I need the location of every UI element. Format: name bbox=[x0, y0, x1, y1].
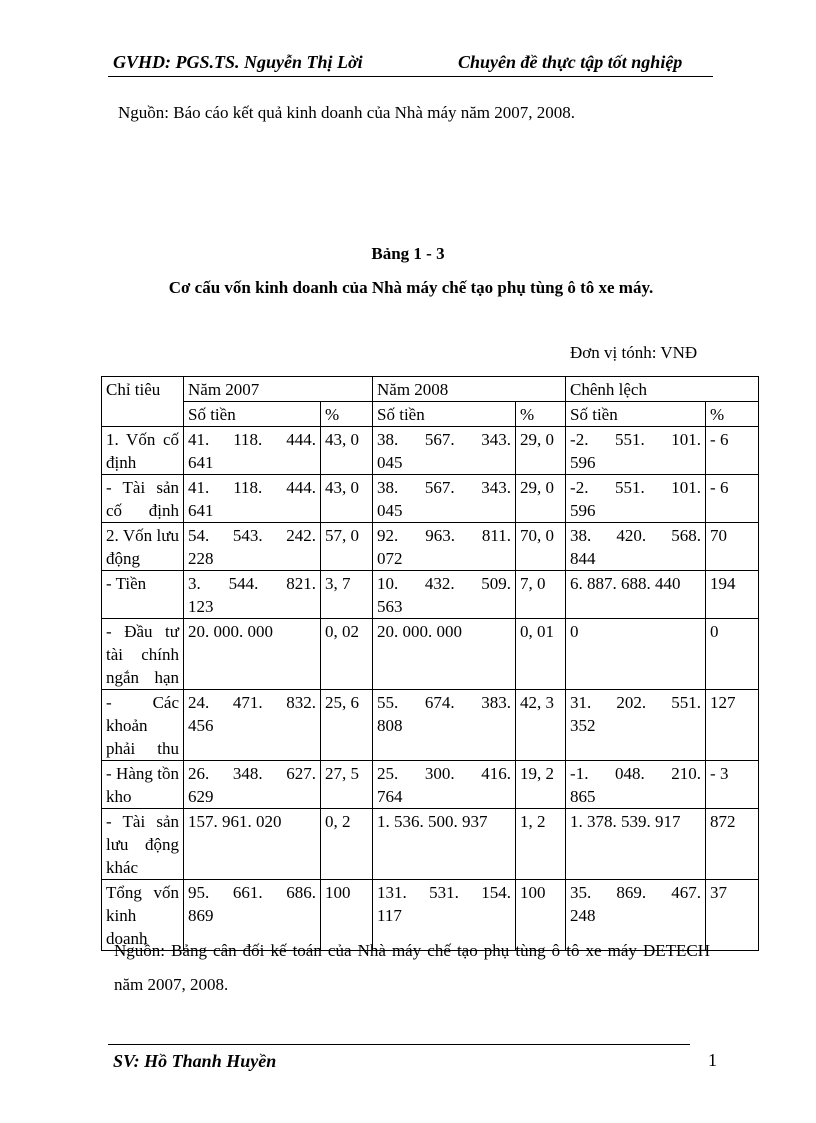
amount-line: 41. 118. 444. bbox=[188, 478, 316, 497]
row-label: - Tiền bbox=[102, 571, 184, 619]
subheader-pct: % bbox=[706, 402, 759, 427]
amount-2008 bbox=[373, 475, 516, 523]
pct-difference: 872 bbox=[706, 809, 759, 880]
amount-difference: 0 bbox=[566, 619, 706, 690]
pct-2008: 19, 2 bbox=[516, 761, 566, 809]
page-number: 1 bbox=[708, 1050, 717, 1070]
pct-2008: 70, 0 bbox=[516, 523, 566, 571]
table-title: Bảng 1 - 3 bbox=[371, 244, 445, 263]
row-label: Tổng vốn kinh doanh bbox=[102, 880, 184, 951]
source-note-top: Nguồn: Báo cáo kết quả kinh doanh của Nhà máy năm 2007, 2008. bbox=[118, 103, 576, 122]
footer-rule bbox=[108, 1044, 690, 1045]
table-row bbox=[102, 523, 759, 571]
pct-2008: 100 bbox=[516, 880, 566, 951]
table-subtitle: Cơ cấu vốn kinh doanh của Nhà máy chế tạo phụ tùng ô tô xe máy. bbox=[168, 278, 654, 297]
amount-line-tail: 045 bbox=[377, 453, 403, 472]
row-label: 2. Vốn lưu động bbox=[102, 523, 184, 571]
amount-line-tail: 844 bbox=[570, 549, 596, 568]
pct-2007: 43, 0 bbox=[321, 475, 373, 523]
row-label: - Hàng tồn kho bbox=[102, 761, 184, 809]
pct-difference: 70 bbox=[706, 523, 759, 571]
amount-line-tail: 629 bbox=[188, 787, 214, 806]
pct-2008: 29, 0 bbox=[516, 475, 566, 523]
pct-2007: 3, 7 bbox=[321, 571, 373, 619]
subheader-amount: Số tiền bbox=[184, 402, 321, 427]
amount-2007 bbox=[184, 475, 321, 523]
amount-difference bbox=[566, 523, 706, 571]
table-header-row bbox=[102, 377, 759, 402]
amount-line-tail: 123 bbox=[188, 597, 214, 616]
amount-difference bbox=[566, 427, 706, 475]
amount-line: 54. 543. 242. bbox=[188, 526, 316, 545]
row-label: - Đầu tư tài chính ngắn hạn bbox=[102, 619, 184, 690]
amount-line: 25. 300. 416. bbox=[377, 764, 512, 783]
table-row bbox=[102, 690, 759, 761]
table-row bbox=[102, 619, 759, 690]
amount-difference: 6. 887. 688. 440 bbox=[566, 571, 706, 619]
amount-line: 38. 567. 343. bbox=[377, 430, 512, 449]
amount-2008 bbox=[373, 523, 516, 571]
amount-line-tail: 764 bbox=[377, 787, 403, 806]
row-label: 1. Vốn cố định bbox=[102, 427, 184, 475]
capital-structure-table bbox=[101, 376, 759, 951]
amount-line: 131. 531. 154. bbox=[377, 883, 512, 902]
amount-difference: 1. 378. 539. 917 bbox=[566, 809, 706, 880]
pct-2007: 0, 2 bbox=[321, 809, 373, 880]
pct-difference: 194 bbox=[706, 571, 759, 619]
header-rule bbox=[108, 76, 713, 77]
pct-2008: 1, 2 bbox=[516, 809, 566, 880]
pct-2007: 25, 6 bbox=[321, 690, 373, 761]
amount-line-tail: 808 bbox=[377, 716, 403, 735]
amount-line: 41. 118. 444. bbox=[188, 430, 316, 449]
row-label: - Tài sản lưu động khác bbox=[102, 809, 184, 880]
pct-2007: 0, 02 bbox=[321, 619, 373, 690]
amount-line: 38. 567. 343. bbox=[377, 478, 512, 497]
amount-line: -2. 551. 101. bbox=[570, 478, 702, 497]
header-chitieu: Chỉ tiêu bbox=[102, 377, 184, 427]
row-label: - Tài sản cố định bbox=[102, 475, 184, 523]
header-year-2007: Năm 2007 bbox=[184, 377, 373, 402]
amount-2007 bbox=[184, 690, 321, 761]
pct-difference: 0 bbox=[706, 619, 759, 690]
amount-2007: 157. 961. 020 bbox=[184, 809, 321, 880]
amount-line-tail: 352 bbox=[570, 716, 596, 735]
amount-line: 38. 420. 568. bbox=[570, 526, 702, 545]
amount-line-tail: 456 bbox=[188, 716, 214, 735]
pct-difference: 37 bbox=[706, 880, 759, 951]
table-row bbox=[102, 427, 759, 475]
amount-2008 bbox=[373, 427, 516, 475]
pct-difference: 127 bbox=[706, 690, 759, 761]
table-row bbox=[102, 571, 759, 619]
amount-line: 35. 869. 467. bbox=[570, 883, 702, 902]
table-row bbox=[102, 761, 759, 809]
header-right: Chuyên đề thực tập tốt nghiệp bbox=[458, 52, 683, 72]
pct-2007: 27, 5 bbox=[321, 761, 373, 809]
amount-2007 bbox=[184, 761, 321, 809]
amount-2008 bbox=[373, 761, 516, 809]
amount-line: 92. 963. 811. bbox=[377, 526, 512, 545]
amount-line-tail: 228 bbox=[188, 549, 214, 568]
amount-2008: 1. 536. 500. 937 bbox=[373, 809, 516, 880]
pct-2008: 7, 0 bbox=[516, 571, 566, 619]
amount-line-tail: 045 bbox=[377, 501, 403, 520]
amount-line-tail: 117 bbox=[377, 906, 402, 925]
pct-2008: 42, 3 bbox=[516, 690, 566, 761]
header-left: GVHD: PGS.TS. Nguyễn Thị Lời bbox=[113, 52, 363, 72]
source-note-bottom: Nguồn: Bảng cân đối kế toán của Nhà máy chế tạo phụ tùng ô tô xe máy DETECH năm 2007, 2008. bbox=[114, 941, 710, 994]
amount-line-tail: 072 bbox=[377, 549, 403, 568]
pct-2008: 0, 01 bbox=[516, 619, 566, 690]
amount-2007: 20. 000. 000 bbox=[184, 619, 321, 690]
unit-note: Đơn vị tónh: VNĐ bbox=[570, 343, 698, 362]
amount-difference bbox=[566, 690, 706, 761]
amount-line: 10. 432. 509. bbox=[377, 574, 512, 593]
pct-difference: - 6 bbox=[706, 475, 759, 523]
amount-line-tail: 869 bbox=[188, 906, 214, 925]
pct-difference: - 6 bbox=[706, 427, 759, 475]
amount-line-tail: 596 bbox=[570, 501, 596, 520]
pct-difference: - 3 bbox=[706, 761, 759, 809]
amount-line: 26. 348. 627. bbox=[188, 764, 316, 783]
header-year-2008: Năm 2008 bbox=[373, 377, 566, 402]
subheader-amount: Số tiền bbox=[373, 402, 516, 427]
amount-2007 bbox=[184, 427, 321, 475]
amount-line-tail: 596 bbox=[570, 453, 596, 472]
amount-2008 bbox=[373, 571, 516, 619]
table-row bbox=[102, 809, 759, 880]
amount-line: 24. 471. 832. bbox=[188, 693, 316, 712]
amount-line: -1. 048. 210. bbox=[570, 764, 702, 783]
table-subheader-row bbox=[102, 402, 759, 427]
amount-line: 55. 674. 383. bbox=[377, 693, 512, 712]
header-difference: Chênh lệch bbox=[566, 377, 759, 402]
amount-line-tail: 563 bbox=[377, 597, 403, 616]
table-row bbox=[102, 475, 759, 523]
amount-2007 bbox=[184, 571, 321, 619]
row-label: - Các khoản phải thu bbox=[102, 690, 184, 761]
amount-line: 31. 202. 551. bbox=[570, 693, 702, 712]
amount-line: 95. 661. 686. bbox=[188, 883, 316, 902]
pct-2007: 100 bbox=[321, 880, 373, 951]
subheader-pct: % bbox=[321, 402, 373, 427]
amount-2007 bbox=[184, 523, 321, 571]
pct-2007: 57, 0 bbox=[321, 523, 373, 571]
pct-2008: 29, 0 bbox=[516, 427, 566, 475]
amount-difference bbox=[566, 475, 706, 523]
amount-line: 3. 544. 821. bbox=[188, 574, 316, 593]
amount-line: -2. 551. 101. bbox=[570, 430, 702, 449]
amount-line-tail: 248 bbox=[570, 906, 596, 925]
subheader-amount: Số tiền bbox=[566, 402, 706, 427]
pct-2007: 43, 0 bbox=[321, 427, 373, 475]
amount-difference bbox=[566, 761, 706, 809]
amount-2008 bbox=[373, 690, 516, 761]
footer-student: SV: Hồ Thanh Huyền bbox=[113, 1051, 277, 1071]
amount-line-tail: 641 bbox=[188, 453, 214, 472]
amount-line-tail: 865 bbox=[570, 787, 596, 806]
subheader-pct: % bbox=[516, 402, 566, 427]
amount-2008: 20. 000. 000 bbox=[373, 619, 516, 690]
amount-line-tail: 641 bbox=[188, 501, 214, 520]
